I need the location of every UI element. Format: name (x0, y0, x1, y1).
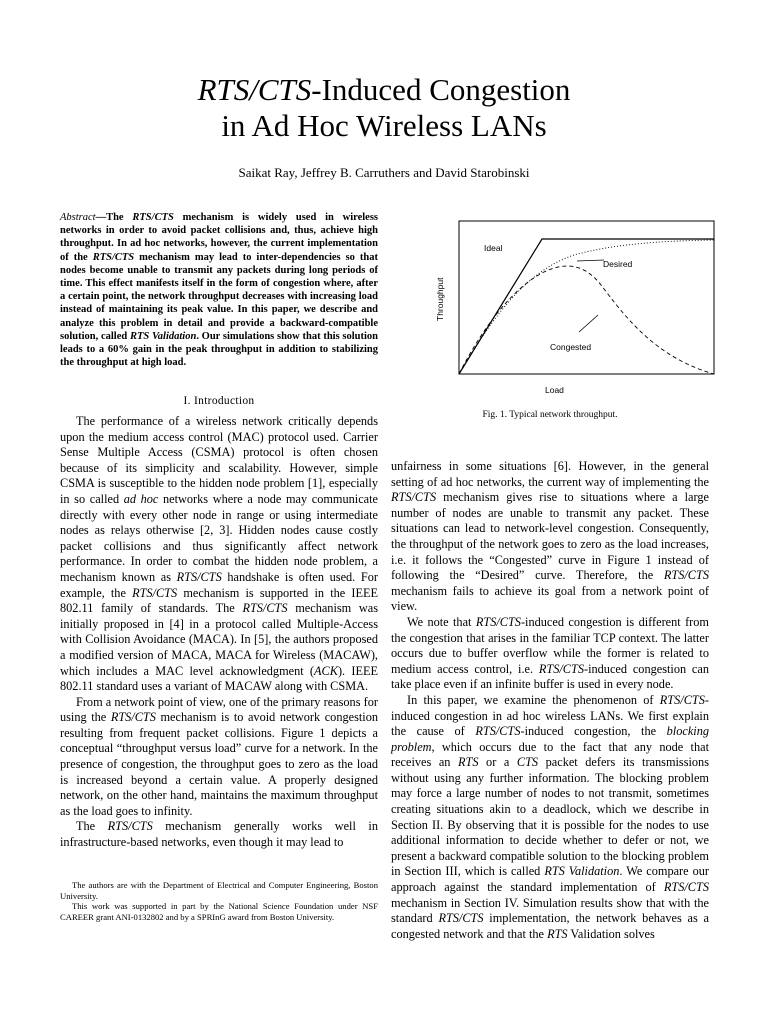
text: handshake is often used. For example, the (60, 569, 378, 600)
throughput-plot (429, 215, 719, 405)
text: mechanism in Section IV. Simulation results show that with the standard (391, 895, 709, 926)
left-text-column (60, 414, 378, 851)
desired-label: Desired (603, 259, 633, 269)
figure-caption: Fig. 1. Typical network throughput. (482, 410, 618, 420)
abstract-term: RTS/CTS (92, 251, 135, 263)
paragraph (60, 695, 378, 820)
author-list: Saikat Ray, Jeffrey B. Carruthers and David Starobinski (238, 165, 530, 180)
term: RTS/CTS (176, 569, 222, 584)
desired-pointer (577, 260, 604, 261)
term: RTS/CTS (107, 819, 153, 834)
text: unfairness in some situations [6]. However, in the general setting of ad hoc networks, the current way of implementing the (391, 459, 709, 489)
text: We note that (407, 614, 476, 629)
footnote-block (60, 880, 378, 922)
y-axis-label: Throughput (435, 277, 445, 321)
congested-label: Congested (550, 342, 592, 352)
text: . We compare our approach against the standard implementation of (391, 864, 709, 895)
text: Validation solves (567, 926, 655, 941)
right-text-column (391, 459, 709, 942)
term: RTS (458, 755, 479, 770)
term: RTS/CTS (475, 614, 521, 629)
term: ad hoc (123, 491, 159, 506)
abstract-heading: Abstract (60, 212, 96, 223)
text: implementation, the network behaves as a congested network and that the (391, 911, 710, 941)
desired-curve (459, 240, 714, 374)
text: -induced congestion in ad hoc wireless LANs. We first explain the cause of (391, 692, 709, 739)
abstract-text: mechanism may lead to inter-dependencies so that nodes become unable to transmit any packets during long periods of time. This effect manifests itself in the form of congestion where, after a certain point, the network throughput decreases with increasing load instead of maintaining its peak value. In this paper, we describe and analyze this problem in detail and provide a backward-compatible solution, called (60, 251, 378, 342)
text: In this paper, we examine the phenomenon of (407, 692, 660, 707)
text: From a network point of view, one of the primary reasons for using the (60, 694, 378, 725)
abstract-term: RTS Validation (129, 330, 197, 342)
abstract (60, 211, 378, 369)
ideal-label: Ideal (484, 243, 503, 253)
term: RTS/CTS (438, 911, 484, 926)
figure-1 (429, 215, 719, 405)
term: CTS (516, 755, 539, 770)
text: networks where a node may communicate directly with every other node in range or using intermediate nodes as relays otherwise [2, 3]. Hidden nodes cause costly packet collisions and thus significantly affect network performance. In order to combat the hidden node problem, a mechanism known as (60, 491, 378, 584)
congested-pointer (579, 315, 598, 332)
term: RTS/CTS (391, 490, 437, 505)
text: mechanism gives rise to situations where a large number of nodes are unable to transmit any packet. These situations can lead to network-level congestion. Consequently, the throughput of the network goes to zero as the load increases, i.e. it follows the “Congested” curve in Figure 1 instead of following the “Desired” curve. Therefore, the (391, 490, 709, 583)
text: mechanism fails to achieve its goal from a network point of view. (391, 583, 709, 614)
term: blocking problem (391, 724, 709, 754)
paragraph (391, 615, 709, 693)
title-line-1 (0, 72, 768, 108)
title-line-2: in Ad Hoc Wireless LANs (221, 108, 547, 143)
text: -induced congestion can take place even if an infinite buffer is used in every node. (391, 661, 709, 692)
text: -induced congestion is different from the congestion that arises in the familiar TCP context. The latter occurs due to buffer overflow while the former is related to medium access control, i.e. (391, 614, 709, 676)
term: RTS/CTS (663, 568, 709, 583)
paragraph (60, 819, 378, 850)
term: RTS (547, 926, 568, 941)
abstract-term: RTS/CTS (132, 212, 174, 223)
abstract-text: The (106, 212, 133, 223)
term: RTS/CTS (663, 880, 709, 895)
paragraph (60, 414, 378, 695)
text: mechanism is to avoid network congestion resulting from frequent packet collisions. Figure 1 depicts a conceptual “throughput versus load” curve for a network. In the presence of congestion, the throughput goes to zero as the load is increased beyond a certain value. A properly designed network, on the other hand, maintains the maximum throughput as the load goes to infinity. (60, 710, 378, 818)
abstract-text: mechanism is widely used in wireless networks in order to avoid packet collisions and, thus, achieve high throughput. In ad hoc networks, however, the current implementation of the (60, 212, 378, 263)
footnote-funding: This work was supported in part by the National Science Foundation under NSF CAREER grant ANI-0132802 and by a SPRInG award from Boston University. (60, 901, 378, 922)
title-italic: RTS/CTS (197, 72, 312, 107)
term: RTS/CTS (659, 692, 705, 707)
x-axis-label: Load (545, 385, 564, 395)
text: The performance of a wireless network critically depends upon the medium access control (MAC) protocol used. Carrier Sense Multiple Access (CSMA) protocol is often chosen because of its simplicity and scalability. However, simple CSMA is susceptible to the hidden node problem [1], especially in so called (60, 414, 378, 506)
footnote-affiliation: The authors are with the Department of Electrical and Computer Engineering, Boston University. (60, 880, 378, 901)
term: RTS/CTS (242, 601, 288, 616)
text: The (76, 819, 108, 834)
paper-title (0, 72, 768, 144)
text: , which occurs due to the fact that any node that receives an (391, 739, 709, 770)
section-heading-introduction: I. Introduction (183, 395, 255, 407)
congested-curve (459, 266, 714, 374)
abstract-text: . Our simulations show that this solution leads to a 60% gain in the peak throughput in addition to stabilizing the throughput at high load. (60, 330, 378, 369)
text: ). IEEE 802.11 standard uses a variant of MACAW along with CSMA. (60, 663, 378, 694)
term: RTS/CTS (538, 661, 584, 676)
title-rest: -Induced Congestion (311, 72, 571, 107)
term: RTS/CTS (110, 710, 156, 725)
text: or a (478, 755, 517, 770)
text: mechanism was initially proposed in [4] in a protocol called Multiple-Access with Collision Avoidance (MACA). In [5], the authors proposed a modified version of MACA, MACA for Wireless (MACAW), which includes a MAC level acknowledgment ( (60, 601, 378, 678)
text: -induced congestion, the (520, 724, 667, 739)
term: RTS Validation (544, 864, 620, 879)
term: RTS/CTS (132, 585, 178, 600)
paragraph (391, 693, 709, 943)
ideal-curve (459, 239, 714, 374)
text: mechanism generally works well in infrastructure-based networks, even though it may lead to (60, 819, 378, 850)
text: mechanism is supported in the IEEE 802.11 family of standards. The (60, 585, 378, 616)
term: RTS/CTS (475, 724, 521, 739)
term: ACK (314, 663, 338, 678)
paragraph (391, 459, 709, 615)
text: packet defers its transmissions without using any further information. The blocking problem may force a large number of nodes to not transmit, sometimes creating situations akin to a deadlock, which we describe in Section II. By observing that it is possible for the nodes to use additional information to decide whether to defer or not, we present a backward compatible solution to the blocking problem in Section III, which is called (391, 755, 709, 879)
abstract-dash: — (95, 212, 107, 223)
